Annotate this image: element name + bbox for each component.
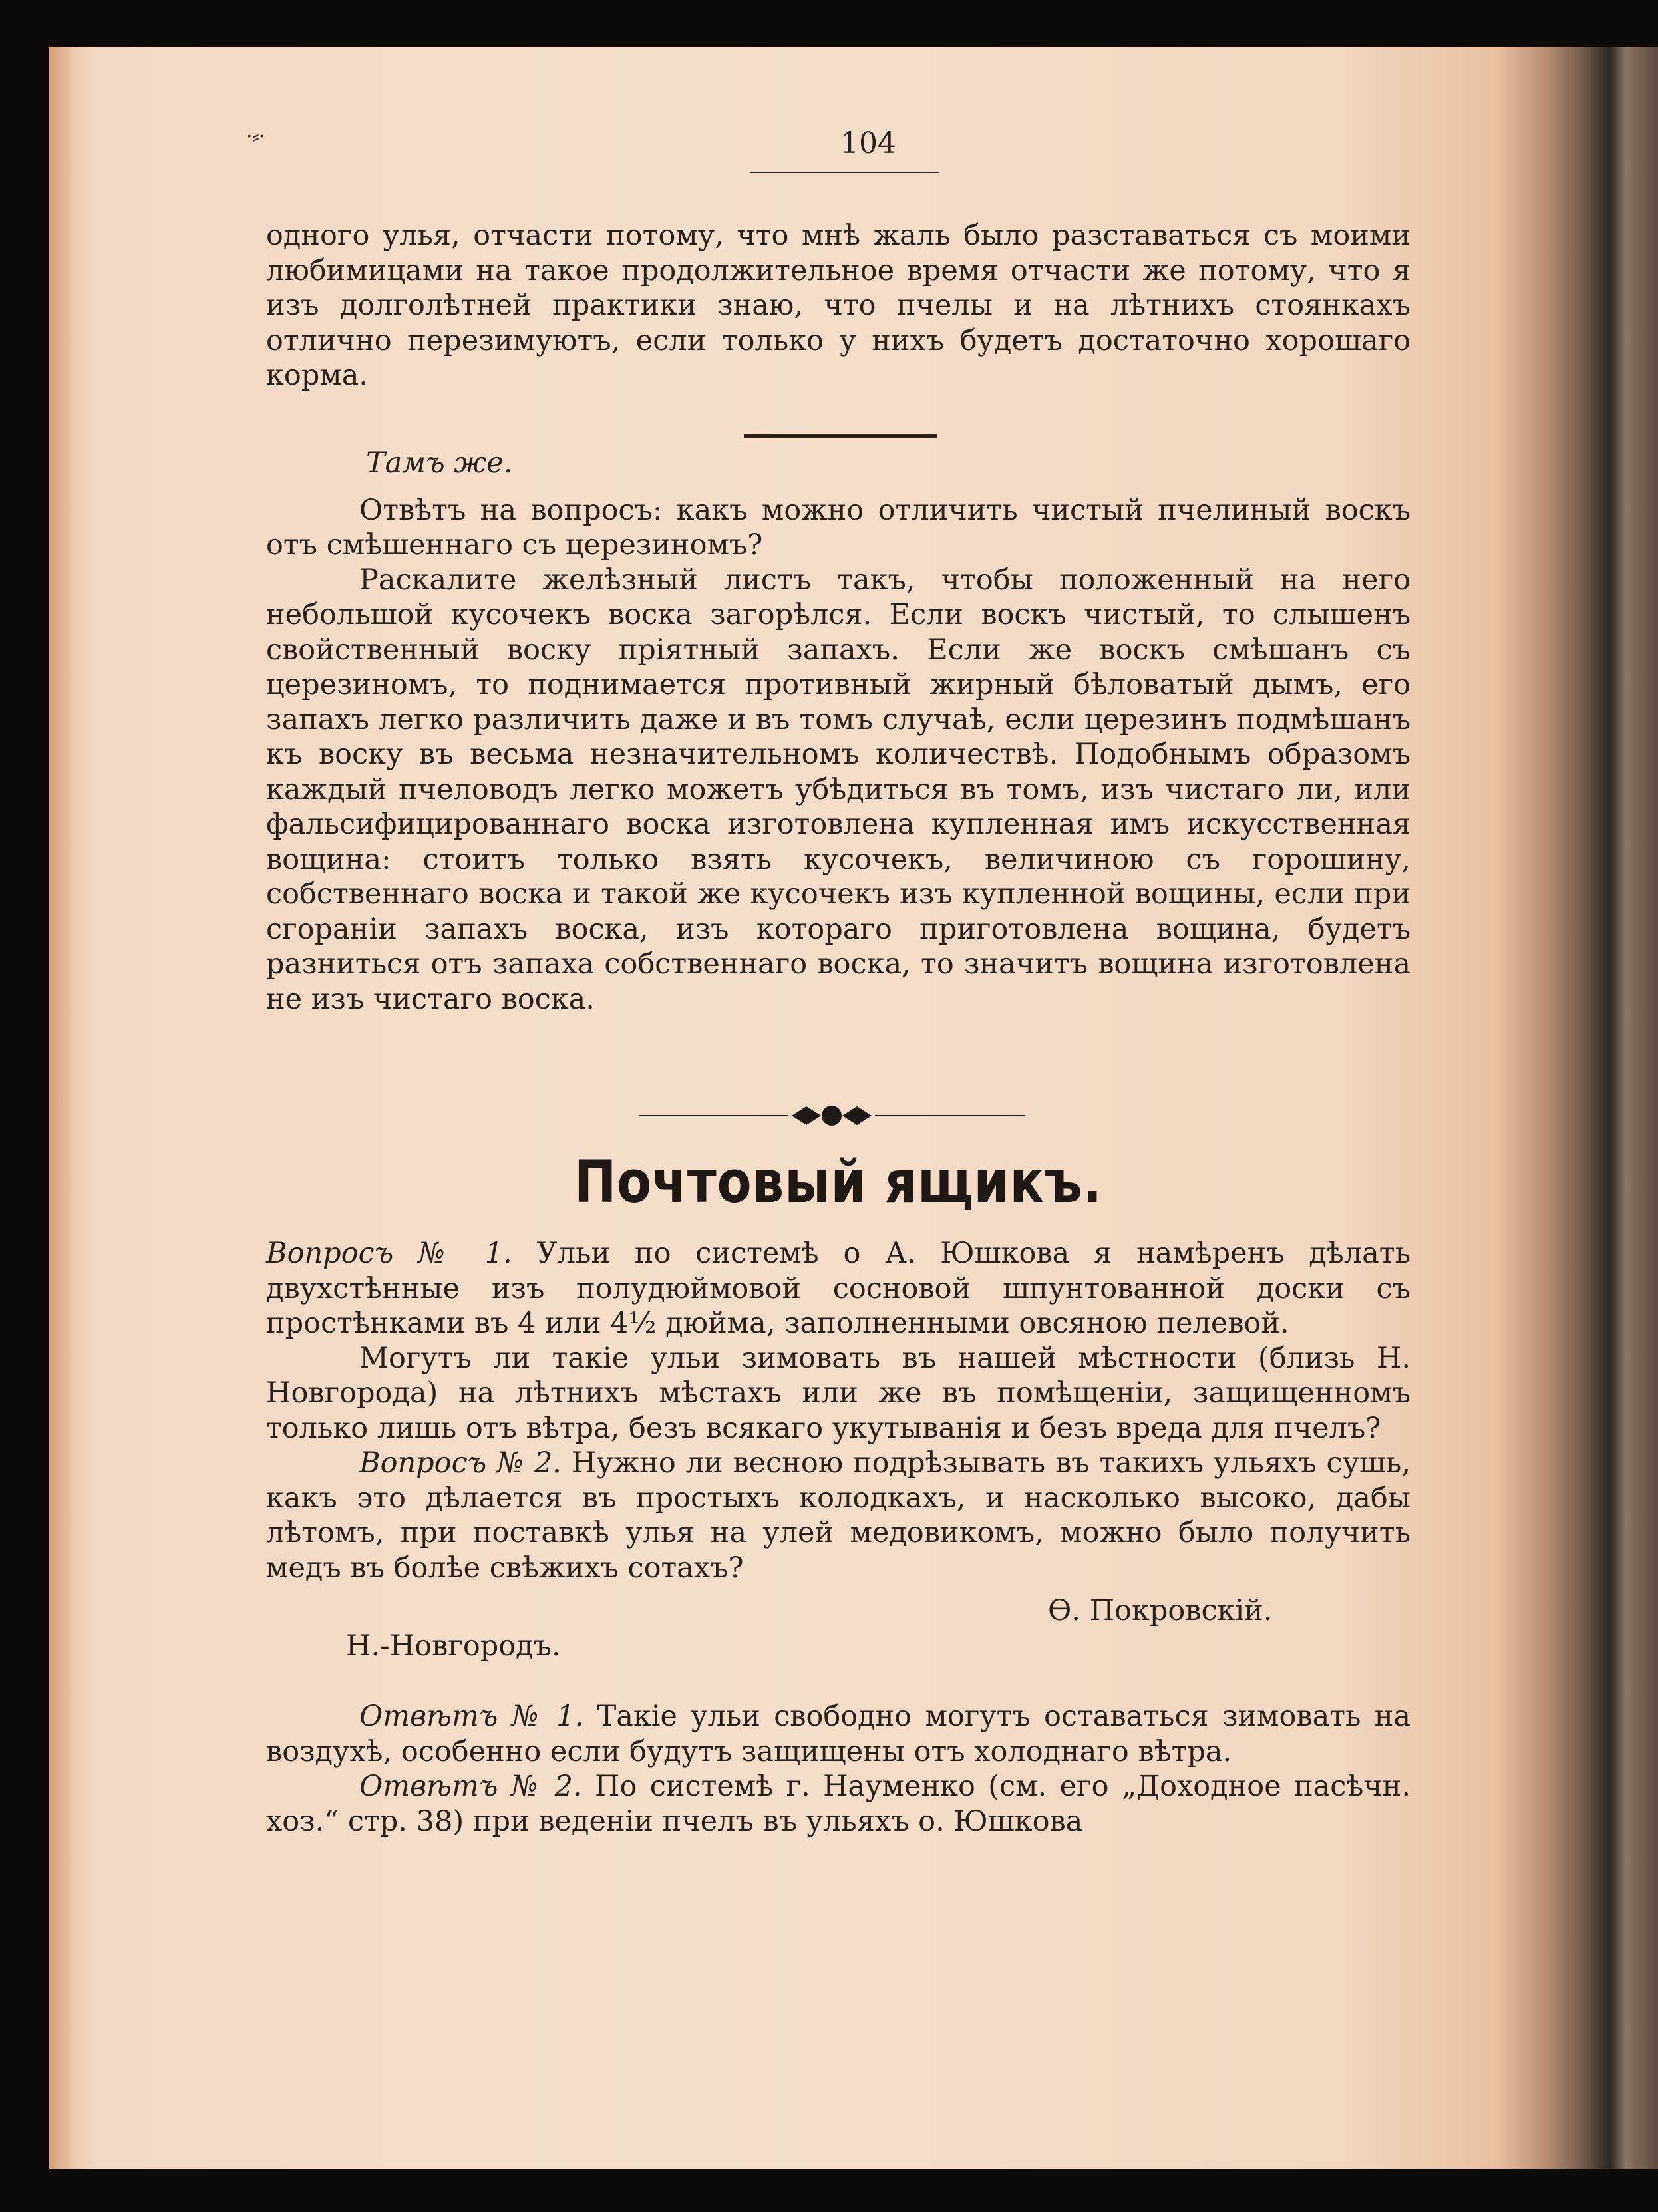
intro-section <box>266 218 1410 393</box>
section-separator-rule <box>744 434 937 438</box>
question-2-text: Нужно ли весною подрѣзывать въ такихъ ульяхъ сушь, какъ это дѣлается въ простыхъ колодкахъ, и насколько высоко, дабы лѣтомъ, при поставкѣ улья на улей медовикомъ, можно было получить медъ въ болѣе свѣжихъ сотахъ? <box>266 1446 1410 1585</box>
intro-paragraph: одного улья, отчасти потому, что мнѣ жаль было разставаться съ моими любимицами на такое продолжительное время отчасти же потому, что я изъ долголѣтней практики знаю, что пчелы и на лѣтнихъ стоянкахъ отлично перезимуютъ, если только у нихъ будетъ достаточно хорошаго корма. <box>266 219 1410 392</box>
page-number: 104 <box>840 126 896 160</box>
answer-2 <box>266 1769 1410 1839</box>
answer-1-text: Такіе ульи свободно могутъ оставаться зимовать на воздухѣ, особенно если будутъ защищены отъ холоднаго вѣтра. <box>266 1700 1411 1768</box>
page-number-rule <box>750 172 939 173</box>
mailbox-section <box>266 1236 1410 1839</box>
question-1-text: Ульи по системѣ о А. Юшкова я намѣренъ дѣлать двухстѣнные изъ полудюймовой сосновой шпунтованной доски съ простѣнками въ 4 или 4½ дюйма, заполненными овсяною пелевой. <box>266 1237 1410 1340</box>
gutter-shadow <box>49 47 76 2169</box>
signature: Ѳ. Покровскій. <box>1048 1594 1273 1627</box>
ornament-divider <box>639 1101 1025 1130</box>
spacer <box>266 1663 1410 1699</box>
question-1-followup: Могутъ ли такіе ульи зимовать въ нашей мѣстности (близь Н. Новгорода) на лѣтнихъ мѣстахъ или же въ помѣщеніи, защищенномъ только лишь отъ вѣтра, безъ всякаго укутыванія и безъ вреда для пчелъ? <box>266 1341 1410 1445</box>
answer-2-label: Отвѣтъ № 2. <box>359 1770 582 1803</box>
wax-question: Отвѣтъ на вопросъ: какъ можно отличить чистый пчелиный воскъ отъ смѣшеннаго съ церезиномъ? <box>266 493 1410 561</box>
question-2-label: Вопросъ № 2. <box>359 1446 562 1480</box>
wax-answer: Раскалите желѣзный листъ такъ, чтобы положенный на него небольшой кусочекъ воска загорѣлся. Если воскъ чистый, то слышенъ свойственный воску пріятный запахъ. Если же воскъ смѣшанъ съ церезиномъ, то поднимается противный жирный бѣловатый дымъ, его запахъ легко различить даже и въ томъ случаѣ, если церезинъ подмѣшанъ къ воску въ весьма незначительномъ количествѣ. Подобнымъ образомъ каждый пчеловодъ легко можетъ убѣдиться въ томъ, изъ чистаго ли, или фальсифицированнаго воска изготовлена купленная имъ искусственная вощина: стоитъ только взять кусочекъ, величиною съ горошину, собственнаго воска и такой же кусочекъ изъ купленной вощины, если при сгораніи запахъ воска, изъ котораго приготовлена вощина, будетъ разниться отъ запаха собственнаго воска, то значитъ вощина изготовлена не изъ чистаго воска. <box>266 563 1410 1016</box>
question-1 <box>266 1236 1410 1341</box>
question-2 <box>266 1446 1410 1585</box>
ink-speck: ·⸗· <box>246 125 266 148</box>
answer-1 <box>266 1699 1410 1769</box>
answer-2-text: По системѣ г. Науменко (см. его „Доходное пасѣчн. хоз.“ стр. 38) при веденіи пчелъ въ ульяхъ о. Юшкова <box>266 1770 1411 1838</box>
question-1-label: Вопросъ № 1. <box>266 1237 512 1270</box>
section-heading: Почтовый ящикъ. <box>574 1148 1103 1216</box>
section-caption: Тамъ же. <box>366 446 513 480</box>
wax-section <box>266 446 1410 1017</box>
answer-1-label: Отвѣтъ № 1. <box>359 1700 584 1733</box>
city: Н.-Новгородъ. <box>346 1629 561 1662</box>
